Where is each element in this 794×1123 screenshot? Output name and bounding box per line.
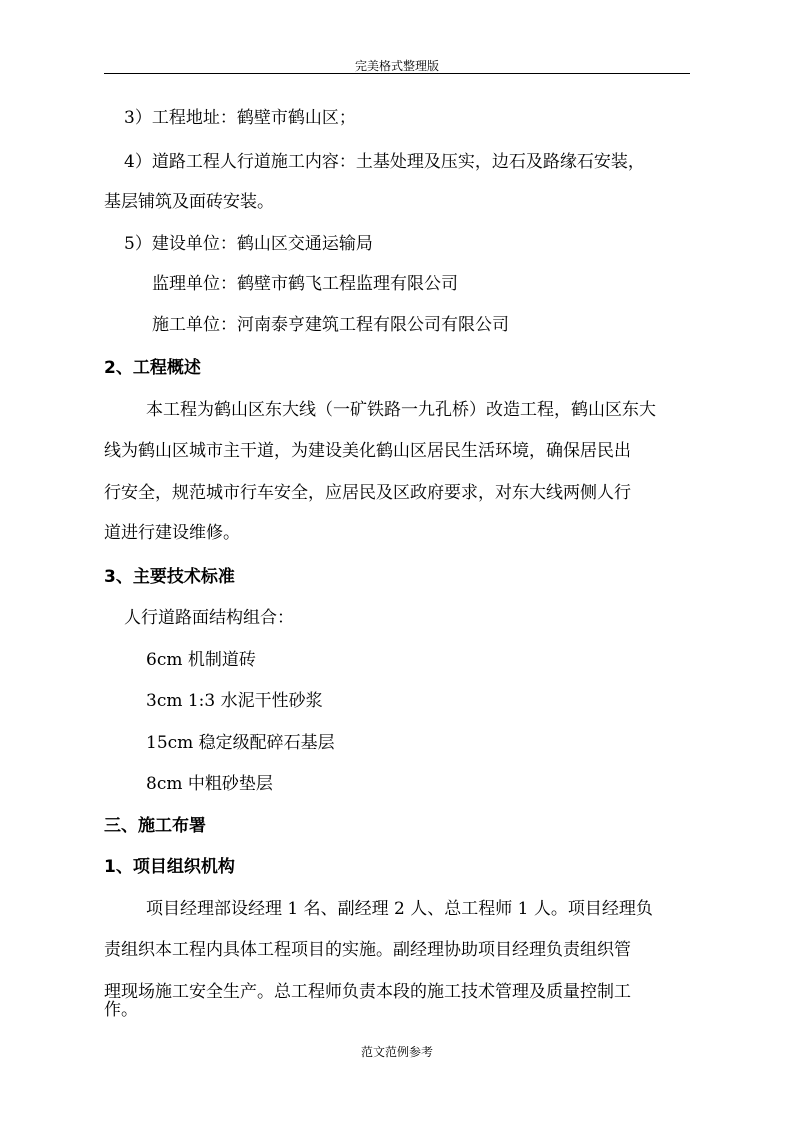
pavement-layer: 8cm 中粗砂垫层 xyxy=(146,774,273,794)
supervisor-unit: 监理单位：鹤壁市鹤飞工程监理有限公司 xyxy=(152,274,458,294)
project-address: 3）工程地址：鹤壁市鹤山区； xyxy=(124,108,356,128)
organization-line-last: 作。 xyxy=(104,1000,138,1020)
builder-unit: 5）建设单位：鹤山区交通运输局 xyxy=(124,234,373,254)
organization-line: 项目经理部设经理 1 名、副经理 2 人、总工程师 1 人。项目经理负 xyxy=(146,899,653,919)
contractor-unit: 施工单位：河南泰亨建筑工程有限公司有限公司 xyxy=(152,315,509,335)
page-header: 完美格式整理版 xyxy=(354,59,439,73)
page-footer: 范文范例参考 xyxy=(360,1045,433,1059)
section-heading-deployment: 三、施工布署 xyxy=(104,816,206,836)
overview-line: 道进行建设维修。 xyxy=(104,523,240,543)
pavement-layer: 15cm 稳定级配碎石基层 xyxy=(146,733,335,753)
pavement-layer: 3cm 1:3 水泥干性砂浆 xyxy=(146,691,323,711)
project-scope-line-2: 基层铺筑及面砖安装。 xyxy=(104,192,274,212)
pavement-layer: 6cm 机制道砖 xyxy=(146,650,256,670)
organization-line: 责组织本工程内具体工程项目的实施。副经理协助项目经理负责组织管 xyxy=(104,940,631,960)
overview-line: 线为鹤山区城市主干道，为建设美化鹤山区居民生活环境，确保居民出 xyxy=(104,441,631,461)
overview-line: 行安全，规范城市行车安全，应居民及区政府要求，对东大线两侧人行 xyxy=(104,483,631,503)
pavement-structure-intro: 人行道路面结构组合： xyxy=(124,608,294,628)
section-heading-overview: 2、工程概述 xyxy=(104,358,201,378)
organization-line: 理现场施工安全生产。总工程师负责本段的施工技术管理及质量控制工 xyxy=(104,982,631,1002)
header-divider xyxy=(104,73,690,74)
overview-line: 本工程为鹤山区东大线（一矿铁路一九孔桥）改造工程，鹤山区东大 xyxy=(146,400,656,420)
project-scope-line-1: 4）道路工程人行道施工内容：土基处理及压实，边石及路缘石安装， xyxy=(124,152,645,172)
section-heading-standards: 3、主要技术标准 xyxy=(104,567,235,587)
section-heading-organization: 1、项目组织机构 xyxy=(104,857,235,877)
